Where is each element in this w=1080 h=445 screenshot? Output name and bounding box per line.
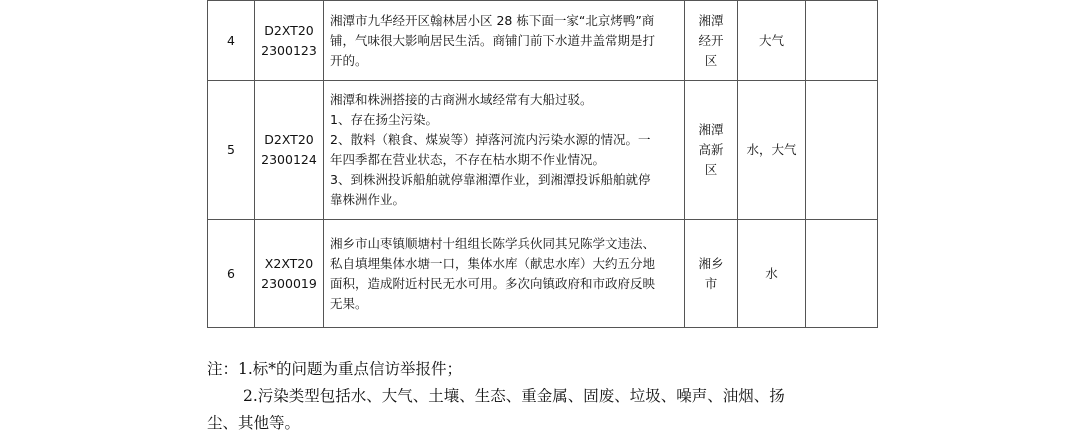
note-line: 尘、其他等。 xyxy=(207,414,301,432)
case-id-cell: X2XT20 2300019 xyxy=(255,220,324,328)
extra-cell xyxy=(806,1,878,81)
case-id-cell: D2XT20 2300124 xyxy=(255,81,324,220)
seq-cell: 6 xyxy=(208,220,255,328)
table-notes xyxy=(207,356,785,437)
complaints-table xyxy=(207,0,878,328)
area-cell: 湘潭 高新 区 xyxy=(685,81,738,220)
complaint-content-cell: 湘潭和株洲搭接的古商洲水域经常有大船过驳。 1、存在扬尘污染。 2、散料（粮食、煤炭等）掉落河流内污染水源的情况。一 年四季都在营业状态，不存在枯水期不作业情况。 3、到株洲投诉船舶就停靠湘潭作业，到湘潭投诉船舶就停 靠株洲作业。 xyxy=(324,81,685,220)
note-line: 注：1.标*的问题为重点信访举报件； xyxy=(207,360,463,378)
table-row xyxy=(208,81,878,220)
area-cell: 湘潭 经开 区 xyxy=(685,1,738,81)
pollution-type-cell: 水 xyxy=(738,220,806,328)
seq-cell: 4 xyxy=(208,1,255,81)
case-id-cell: D2XT20 2300123 xyxy=(255,1,324,81)
pollution-type-cell: 水，大气 xyxy=(738,81,806,220)
note-line: 2.污染类型包括水、大气、土壤、生态、重金属、固废、垃圾、噪声、油烟、扬 xyxy=(243,387,785,405)
extra-cell xyxy=(806,81,878,220)
complaint-content-cell: 湘潭市九华经开区翰林居小区 28 栋下面一家“北京烤鸭”商 铺，气味很大影响居民生活。商铺门前下水道井盖常期是打 开的。 xyxy=(324,1,685,81)
table-row xyxy=(208,1,878,81)
area-cell: 湘乡 市 xyxy=(685,220,738,328)
pollution-type-cell: 大气 xyxy=(738,1,806,81)
table-row xyxy=(208,220,878,328)
seq-cell: 5 xyxy=(208,81,255,220)
extra-cell xyxy=(806,220,878,328)
complaint-content-cell: 湘乡市山枣镇顺塘村十组组长陈学兵伙同其兄陈学文违法、 私自填埋集体水塘一口，集体水库（献忠水库）大约五分地 面积，造成附近村民无水可用。多次向镇政府和市政府反映 无果。 xyxy=(324,220,685,328)
